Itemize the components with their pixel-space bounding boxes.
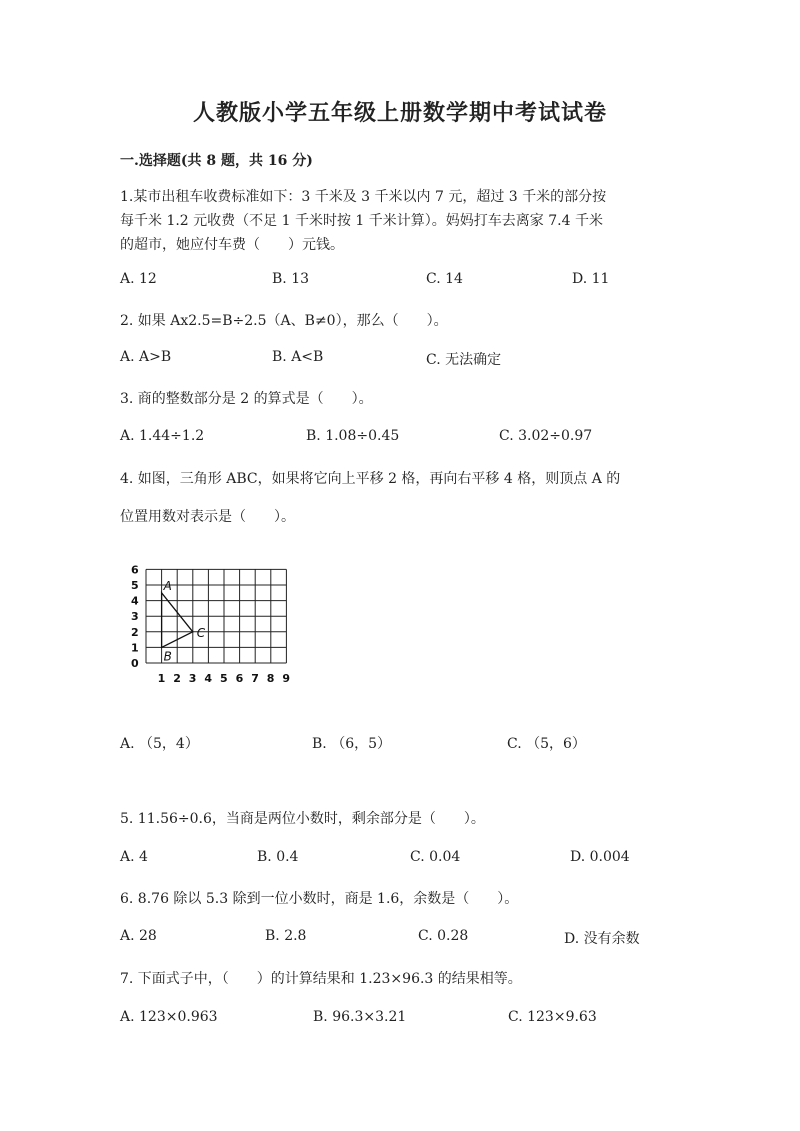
question-1-line-2: 每千米 1.2 元收费（不足 1 千米时按 1 千米计算）。妈妈打车去离家 7.4 千米 — [120, 213, 603, 229]
y-tick-label: 0 — [131, 657, 139, 670]
question-3-option-c[interactable]: C. 3.02÷0.97 — [499, 428, 593, 444]
question-1-option-b[interactable]: B. 13 — [272, 271, 310, 287]
question-6-option-a[interactable]: A. 28 — [120, 928, 157, 944]
question-5-option-d[interactable]: D. 0.004 — [570, 849, 630, 865]
x-tick-label: 6 — [235, 672, 244, 685]
question-6-option-c[interactable]: C. 0.28 — [418, 928, 469, 944]
x-tick-label: 3 — [188, 672, 197, 685]
x-tick-label: 9 — [282, 672, 291, 685]
question-3-option-b[interactable]: B. 1.08÷0.45 — [306, 428, 400, 444]
y-tick-label: 3 — [131, 610, 139, 624]
x-tick-label: 5 — [220, 672, 228, 685]
question-7-option-a[interactable]: A. 123×0.963 — [120, 1009, 218, 1025]
x-tick-label: 8 — [266, 672, 275, 685]
question-6-line-1: 6. 8.76 除以 5.3 除到一位小数时，商是 1.6，余数是（ ）。 — [120, 891, 519, 907]
question-5-line-1: 5. 11.56÷0.6，当商是两位小数时，剩余部分是（ ）。 — [120, 811, 485, 827]
question-4-option-a[interactable]: A. （5，4） — [120, 736, 199, 752]
vertex-label-c: C — [196, 625, 206, 640]
x-tick-label: 7 — [251, 672, 259, 685]
x-tick-label: 1 — [157, 672, 166, 685]
question-6-option-d[interactable]: D. 没有余数 — [564, 931, 640, 947]
x-tick-label: 4 — [204, 672, 213, 685]
question-7-option-b[interactable]: B. 96.3×3.21 — [313, 1009, 407, 1025]
question-4-option-c[interactable]: C. （5，6） — [507, 736, 586, 752]
question-7-option-c[interactable]: C. 123×9.63 — [508, 1009, 597, 1025]
y-tick-label: 2 — [131, 625, 139, 639]
question-3-line-1: 3. 商的整数部分是 2 的算式是（ ）。 — [120, 391, 373, 407]
question-5-option-a[interactable]: A. 4 — [120, 849, 148, 865]
coordinate-grid-figure — [128, 560, 308, 690]
question-5-option-c[interactable]: C. 0.04 — [410, 849, 461, 865]
y-tick-label: 6 — [131, 563, 139, 577]
triangle-abc — [162, 579, 206, 664]
x-tick-label: 2 — [173, 672, 181, 685]
question-4-line-1: 4. 如图，三角形 ABC，如果将它向上平移 2 格，再向右平移 4 格，则顶点 A 的 — [120, 471, 621, 487]
y-tick-label: 1 — [131, 641, 139, 655]
question-1-option-d[interactable]: D. 11 — [572, 271, 610, 287]
page-title: 人教版小学五年级上册数学期中考试试卷 — [192, 100, 607, 126]
question-2-option-c[interactable]: C. 无法确定 — [426, 352, 502, 368]
question-1-option-c[interactable]: C. 14 — [426, 271, 463, 287]
question-1-option-a[interactable]: A. 12 — [120, 271, 157, 287]
question-6-option-b[interactable]: B. 2.8 — [265, 928, 307, 944]
question-4-line-2: 位置用数对表示是（ ）。 — [120, 509, 295, 525]
question-1-line-1: 1.某市出租车收费标准如下：3 千米及 3 千米以内 7 元，超过 3 千米的部分按 — [120, 189, 607, 205]
y-tick-label: 4 — [131, 594, 139, 608]
question-5-option-b[interactable]: B. 0.4 — [257, 849, 299, 865]
question-2-line-1: 2. 如果 Ax2.5=B÷2.5（A、B≠0），那么（ ）。 — [120, 313, 448, 329]
question-7-line-1: 7. 下面式子中，（ ）的计算结果和 1.23×96.3 的结果相等。 — [120, 971, 522, 987]
y-tick-label: 5 — [131, 579, 139, 592]
section-heading: 一.选择题(共 8 题，共 16 分) — [120, 153, 313, 169]
question-2-option-b[interactable]: B. A<B — [272, 349, 324, 365]
vertex-label-b: B — [163, 649, 172, 664]
vertex-label-a: A — [163, 578, 172, 593]
y-axis-ticks — [131, 563, 139, 670]
question-4-option-b[interactable]: B. （6，5） — [312, 736, 392, 752]
x-axis-ticks — [158, 672, 290, 685]
question-1-line-3: 的超市，她应付车费（ ）元钱。 — [120, 237, 344, 253]
question-2-option-a[interactable]: A. A>B — [120, 349, 172, 365]
question-3-option-a[interactable]: A. 1.44÷1.2 — [120, 428, 205, 444]
